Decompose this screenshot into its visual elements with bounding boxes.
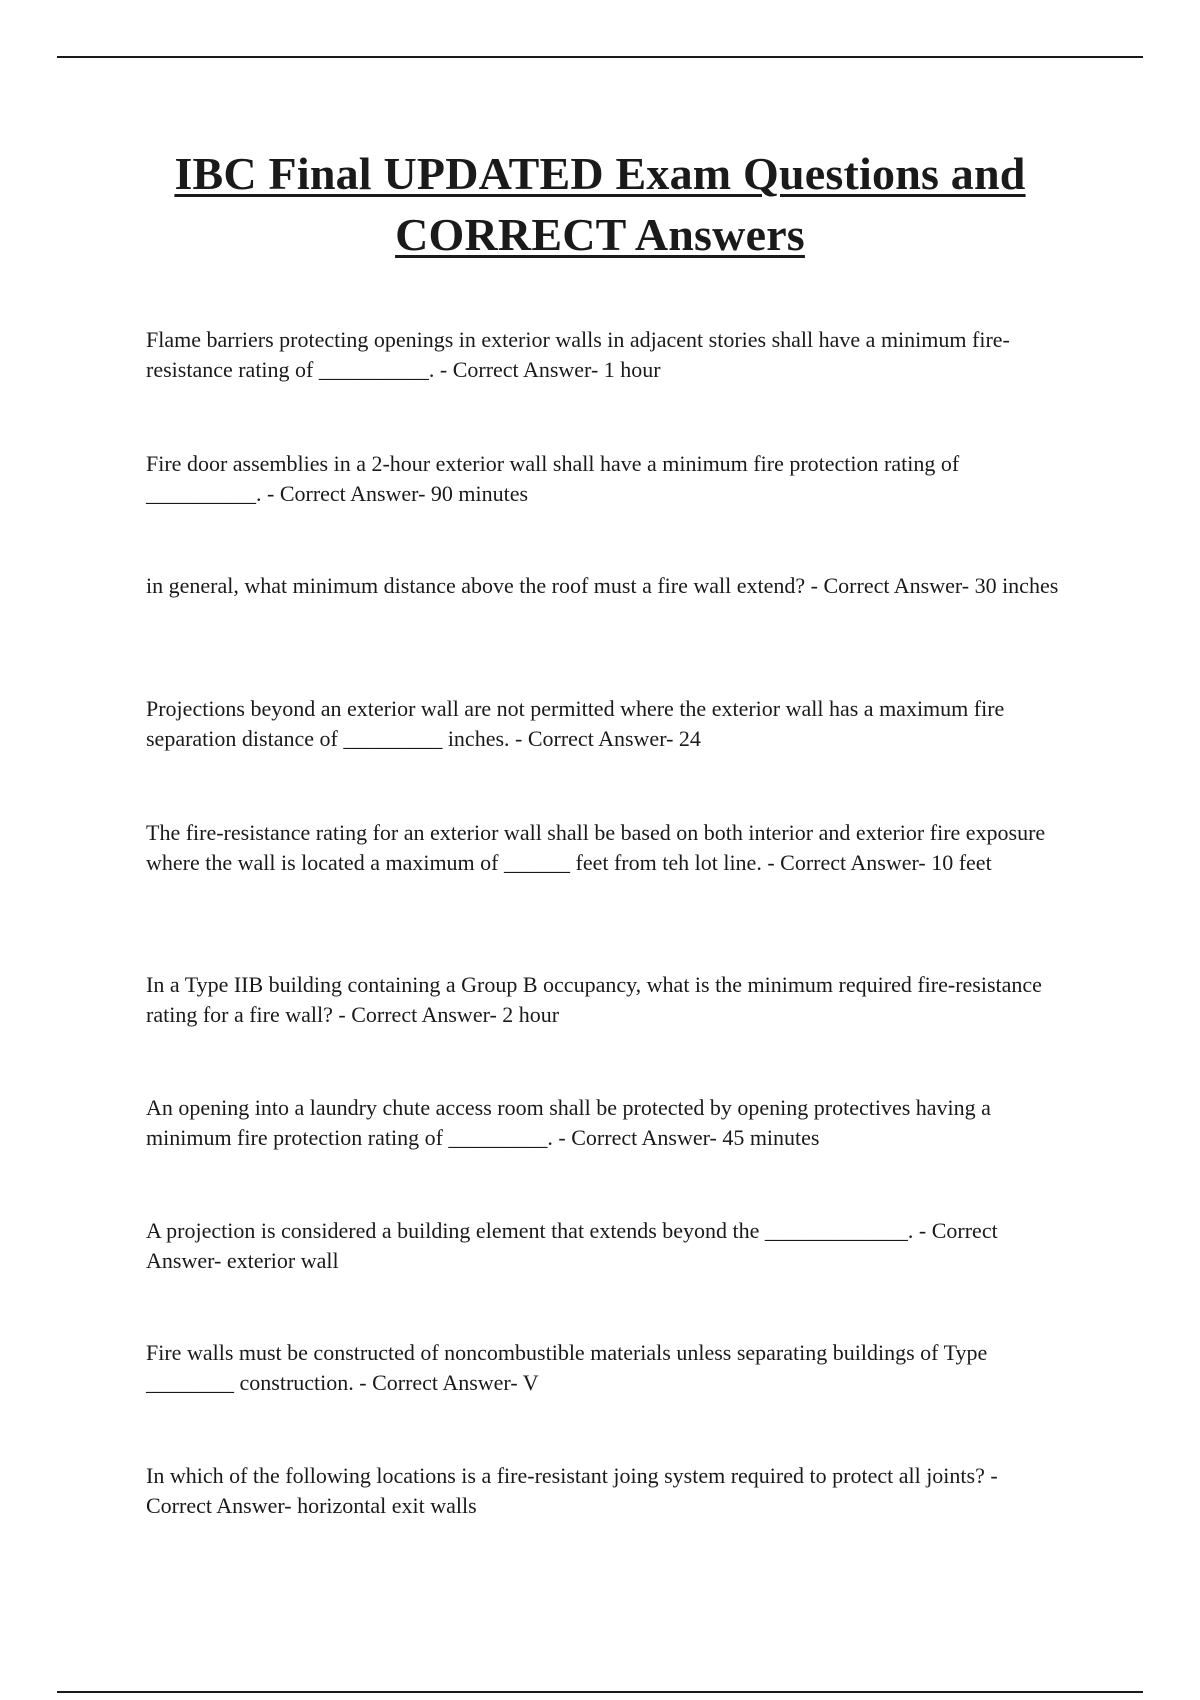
qa-item-9: Fire walls must be constructed of noncombustible materials unless separating buildings of Type ________ construction. - Correct Answer- V (146, 1340, 988, 1395)
title-line-1: IBC Final UPDATED Exam Questions and (174, 148, 1026, 199)
qa-item-7: An opening into a laundry chute access room shall be protected by opening protectives having a minimum fire protection rating of _________. - Correct Answer- 45 minutes (146, 1095, 991, 1150)
qa-item-5: The fire-resistance rating for an exterior wall shall be based on both interior and exterior fire exposure where the wall is located a maximum of ______ feet from teh lot line. - Correct Answer- 10 feet (146, 820, 1046, 875)
qa-item-10: In which of the following locations is a fire-resistant joing system required to protect all joints? - Correct Answer- horizontal exit walls (146, 1463, 998, 1518)
qa-item-4: Projections beyond an exterior wall are not permitted where the exterior wall has a maximum fire separation distance of _________ inches. - Correct Answer- 24 (146, 696, 1005, 751)
top-rule (57, 56, 1143, 58)
qa-item-3: in general, what minimum distance above the roof must a fire wall extend? - Correct Answer- 30 inches (146, 573, 1059, 598)
qa-item-8: A projection is considered a building element that extends beyond the _____________. - Correct Answer- exterior wall (146, 1218, 998, 1273)
document-title (100, 143, 1100, 265)
bottom-rule (57, 1691, 1143, 1693)
title-line-2: CORRECT Answers (395, 209, 805, 260)
qa-item-2: Fire door assemblies in a 2-hour exterior wall shall have a minimum fire protection rating of __________. - Correct Answer- 90 minutes (146, 451, 960, 506)
qa-item-6: In a Type IIB building containing a Group B occupancy, what is the minimum required fire-resistance rating for a fire wall? - Correct Answer- 2 hour (146, 972, 1042, 1027)
qa-item-1: Flame barriers protecting openings in exterior walls in adjacent stories shall have a minimum fire-resistance rating of __________. - Correct Answer- 1 hour (146, 327, 1010, 382)
